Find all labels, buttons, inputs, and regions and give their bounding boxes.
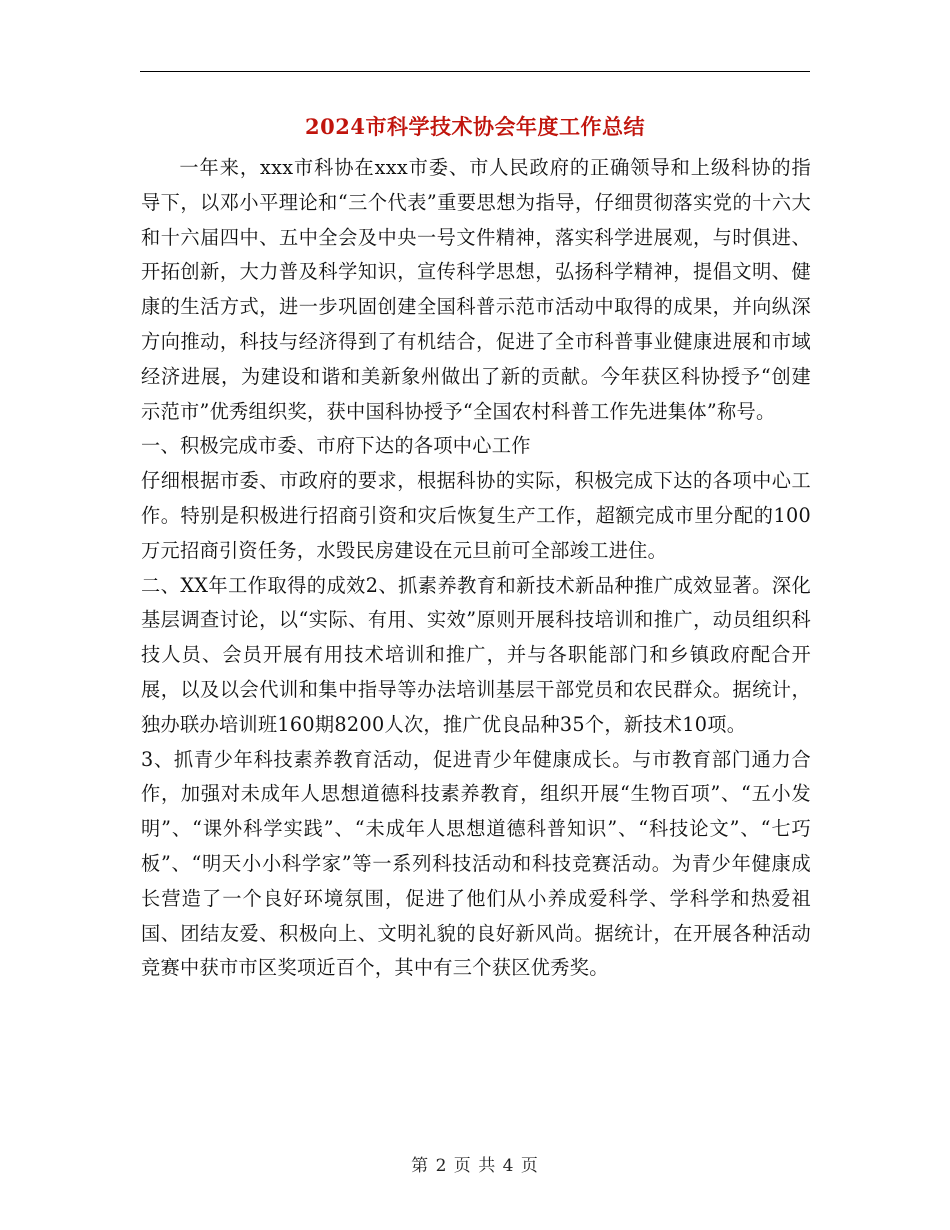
header-rule [140,71,810,72]
document-title: 2024市科学技术协会年度工作总结 [305,114,645,139]
section-3-paragraph: 3、抓青少年科技素养教育活动，促进青少年健康成长。与市教育部门通力合作，加强对未成年人思想道德科技素养教育，组织开展“生物百项”、“五小发明”、“课外科学实践”、“未成年人思想道德科普知识”、“科技论文”、“七巧板”、“明天小小科学家”等一系列科技活动和科技竞赛活动。为青少年健康成长营造了一个良好环境氛围，促进了他们从小养成爱科学、学科学和热爱祖国、团结友爱、积极向上、文明礼貌的良好新风尚。据统计，在开展各种活动竞赛中获市市区奖项近百个，其中有三个获区优秀奖。 [141,747,811,980]
section-1-paragraph: 仔细根据市委、市政府的要求，根据科协的实际，积极完成下达的各项中心工作。特别是积极进行招商引资和灾后恢复生产工作，超额完成市里分配的100万元招商引资任务，水毁民房建设在元旦前可全部竣工进住。 [141,469,811,562]
page-footer: 第 2 页 共 4 页 [411,1156,539,1176]
section-heading-1: 一、积极完成市委、市府下达的各项中心工作 [141,434,531,458]
intro-paragraph: 一年来，xxx市科协在xxx市委、市人民政府的正确领导和上级科协的指导下，以邓小平理论和“三个代表”重要思想为指导，仔细贯彻落实党的十六大和十六届四中、五中全会及中央一号文件精神，落实科学进展观，与时俱进、开拓创新，大力普及科学知识，宣传科学思想，弘扬科学精神，提倡文明、健康的生活方式，进一步巩固创建全国科普示范市活动中取得的成果，并向纵深方向推动，科技与经济得到了有机结合，促进了全市科普事业健康进展和市域经济进展，为建设和谐和美新象州做出了新的贡献。今年获区科协授予“创建示范市”优秀组织奖，获中国科协授予“全国农村科普工作先进集体”称号。 [141,156,811,423]
document-body [141,151,811,986]
section-2-paragraph: 二、XX年工作取得的成效2、抓素养教育和新技术新品种推广成效显著。深化基层调查讨论，以“实际、有用、实效”原则开展科技培训和推广，动员组织科技人员、会员开展有用技术培训和推广，并与各职能部门和乡镇政府配合开展，以及以会代训和集中指导等办法培训基层干部党员和农民群众。据统计，独办联办培训班160期8200人次，推广优良品种35个，新技术10项。 [141,573,811,736]
